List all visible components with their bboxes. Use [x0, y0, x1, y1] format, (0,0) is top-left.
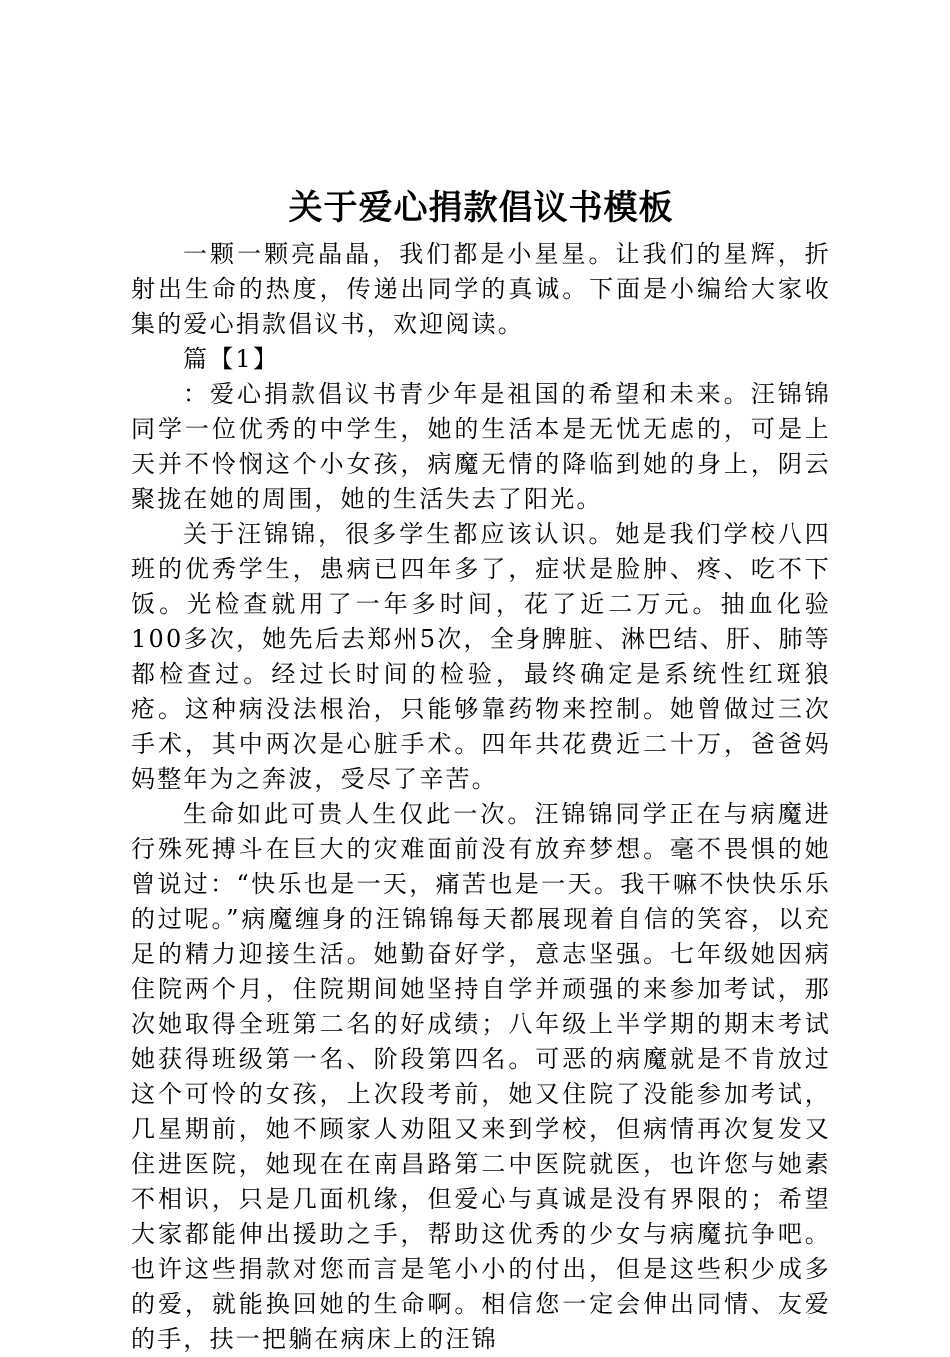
body-paragraph: 关于汪锦锦，很多学生都应该认识。她是我们学校八四班的优秀学生，患病已四年多了，症状是脸肿、疼、吃不下饭。光检查就用了一年多时间，花了近二万元。抽血化验100多次，她先后去郑州5次，全身脾脏、淋巴结、肝、肺等都检查过。经过长时间的检验，最终确定是系统性红斑狼疮。这种病没法根治，只能够靠药物来控制。她曾做过三次手术，其中两次是心脏手术。四年共花费近二十万，爸爸妈妈整年为之奔波，受尽了辛苦。 [131, 520, 831, 793]
body-paragraph: ：爱心捐款倡议书青少年是祖国的希望和未来。汪锦锦同学一位优秀的中学生，她的生活本是无忧无虑的，可是上天并不怜悯这个小女孩，病魔无情的降临到她的身上，阴云聚拢在她的周围，她的生活失去了阳光。 [131, 380, 831, 513]
document-body [131, 237, 831, 1357]
document-title: 关于爱心捐款倡议书模板 [288, 188, 674, 228]
section-heading: 篇【1】 [183, 345, 280, 373]
document-page [131, 0, 831, 1353]
body-paragraph: 生命如此可贵人生仅此一次。汪锦锦同学正在与病魔进行殊死搏斗在巨大的灾难面前没有放弃梦想。毫不畏惧的她曾说过：“快乐也是一天，痛苦也是一天。我干嘛不快快乐乐的过呢。”病魔缠身的汪锦锦每天都展现着自信的笑容，以充足的精力迎接生活。她勤奋好学，意志坚强。七年级她因病住院两个月，住院期间她坚持自学并顽强的来参加考试，那次她取得全班第二名的好成绩；八年级上半学期的期末考试她获得班级第一名、阶段第四名。可恶的病魔就是不肯放过这个可怜的女孩，上次段考前，她又住院了没能参加考试，几星期前，她不顾家人劝阻又来到学校，但病情再次复发又住进医院，她现在在南昌路第二中医院就医，也许您与她素不相识，只是几面机缘，但爱心与真诚是没有界限的；希望大家都能伸出援助之手，帮助这优秀的少女与病魔抗争吧。也许这些捐款对您而言是笔小小的付出，但是这些积少成多的爱，就能换回她的生命啊。相信您一定会伸出同情、友爱的手，扶一把躺在病床上的汪锦 [131, 800, 831, 1353]
intro-paragraph: 一颗一颗亮晶晶，我们都是小星星。让我们的星辉，折射出生命的热度，传递出同学的真诚。下面是小编给大家收集的爱心捐款倡议书，欢迎阅读。 [131, 240, 831, 338]
